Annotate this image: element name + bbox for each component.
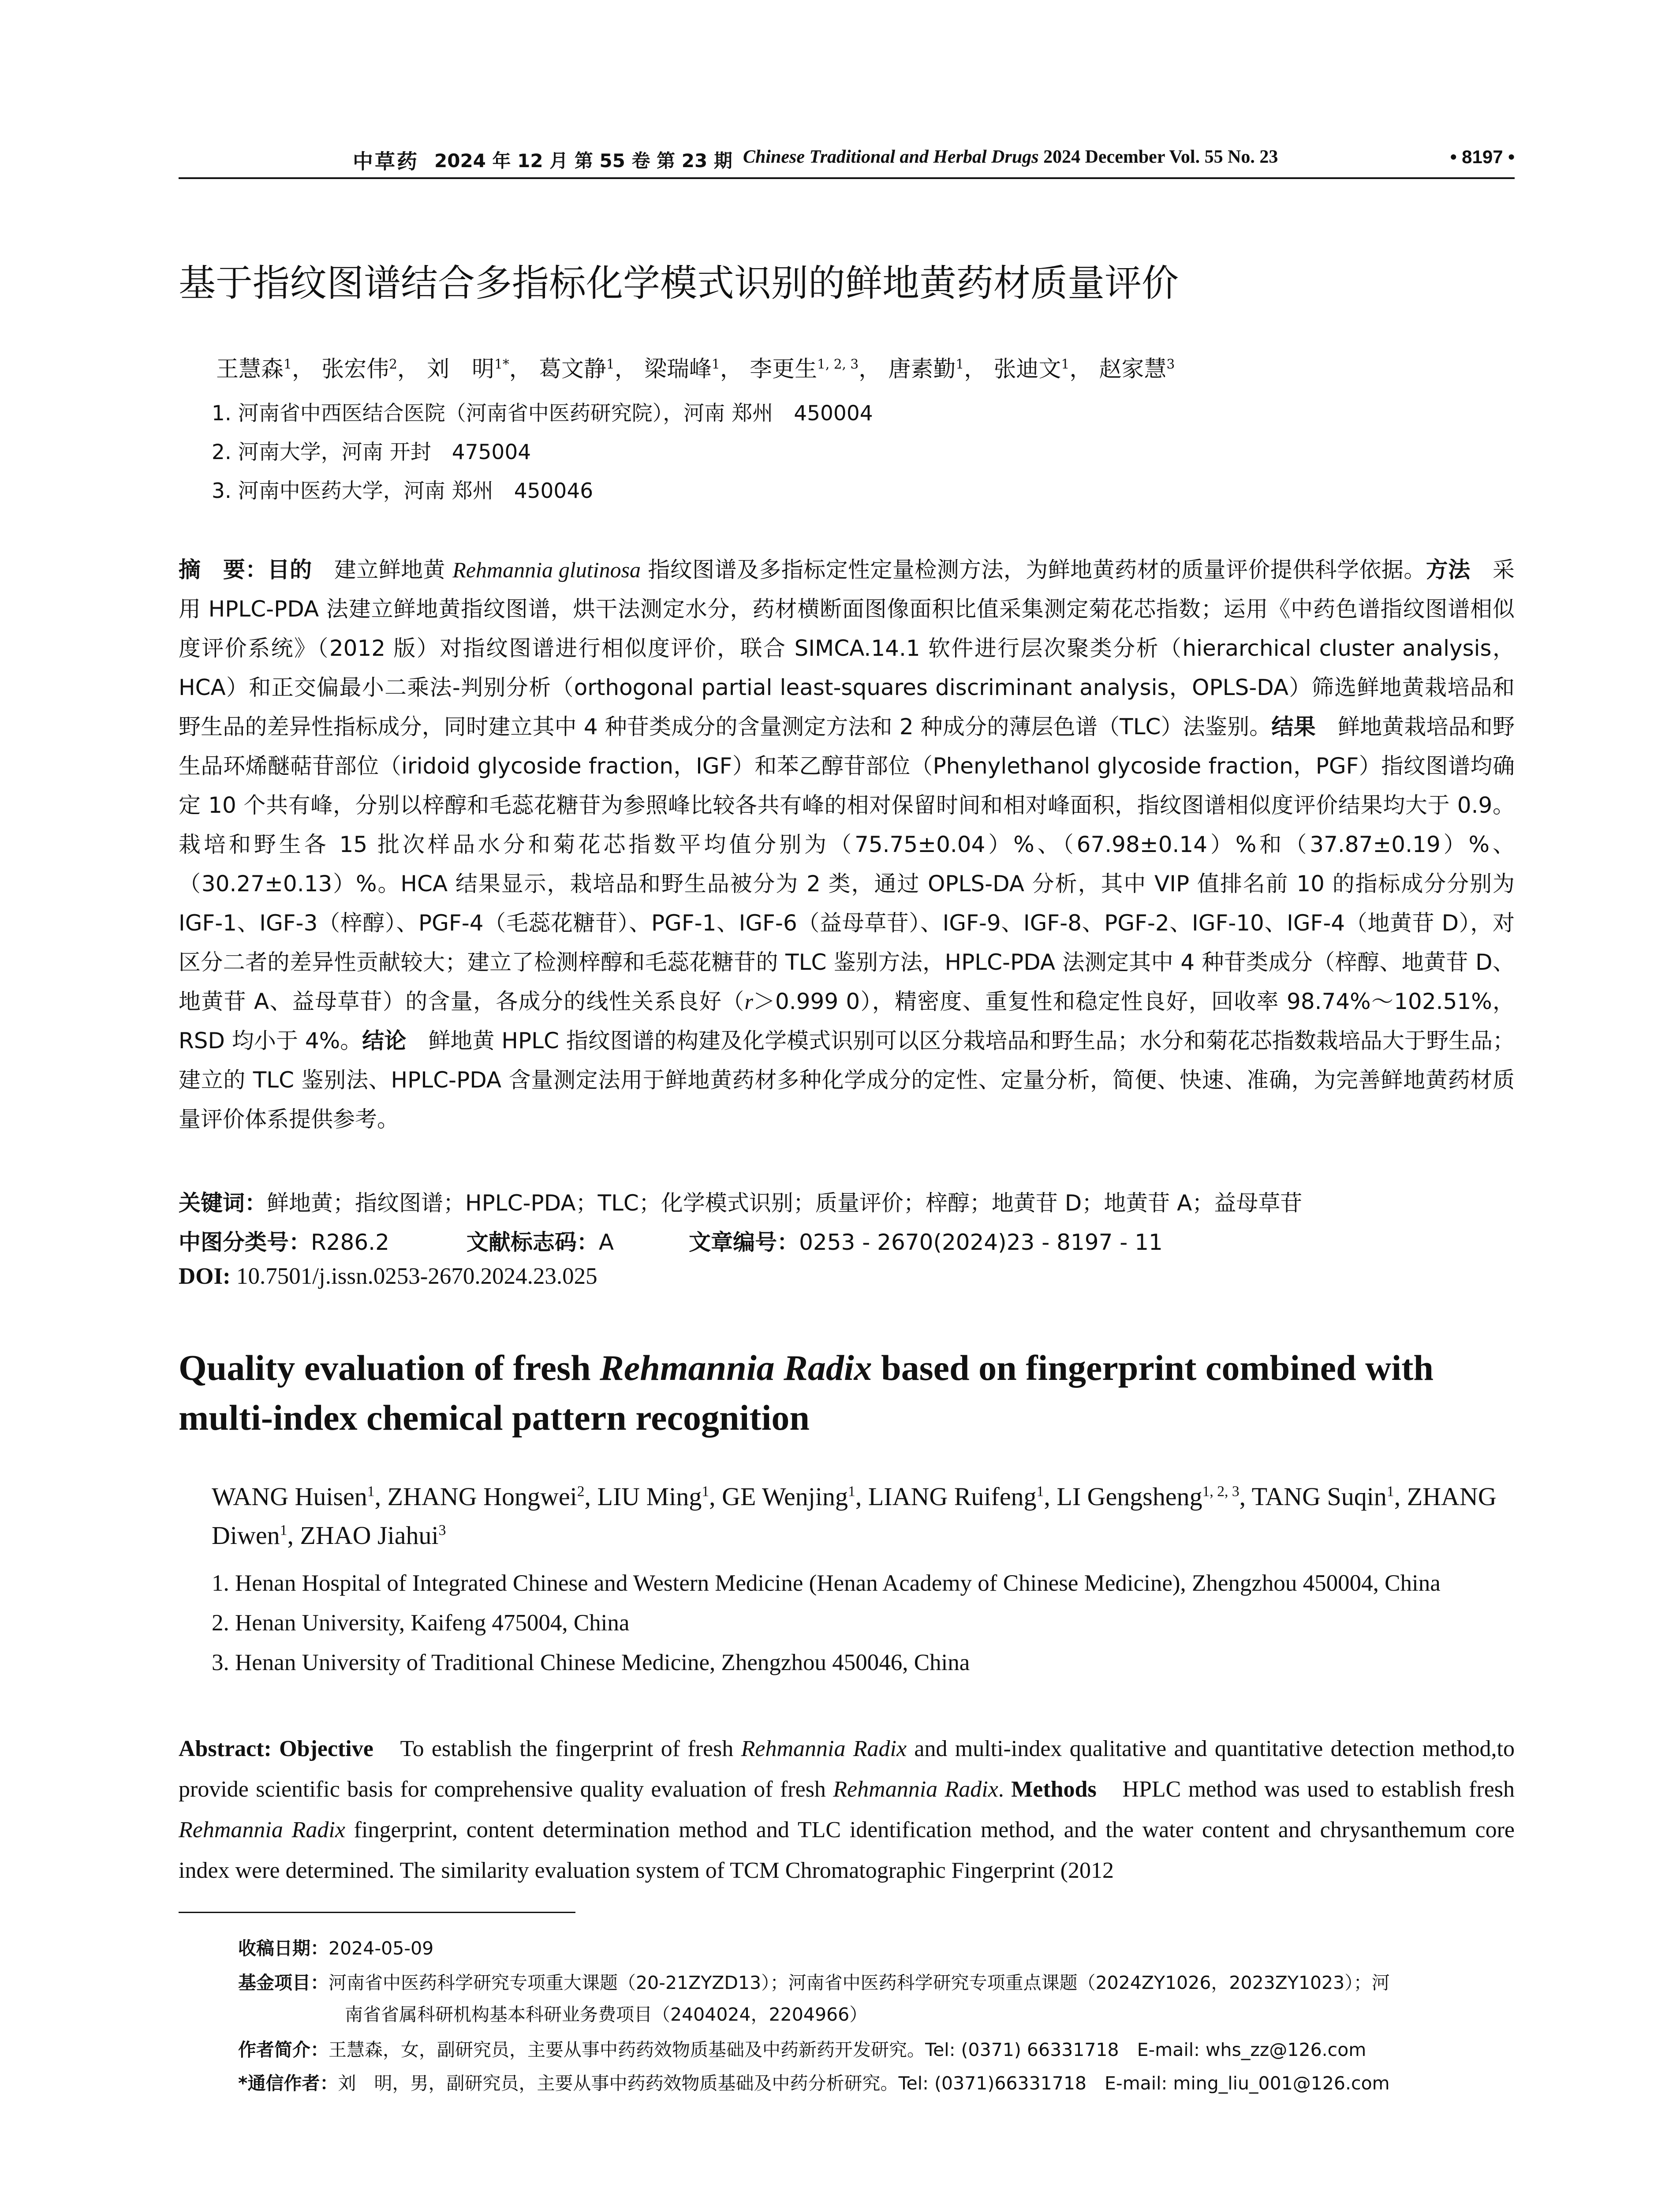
- abstract-en-text: and multi-index qualitative and quantitative detection method,to provide scientific basis for comprehensive quality evaluation of fresh: [179, 1736, 1515, 1802]
- journal-logo: 中草药: [353, 149, 419, 173]
- corresponding-label: *通信作者：: [238, 2073, 338, 2094]
- abstract-en-text: HPLC method was used to establish fresh: [1096, 1777, 1515, 1802]
- page-number: • 8197 •: [1450, 146, 1515, 167]
- affiliation-cn-3: 3. 河南中医药大学，河南 郑州 450046: [212, 479, 594, 503]
- issue-info-en-rest: 2024 December Vol. 55 No. 23: [1038, 147, 1278, 167]
- author-en: LI Gengsheng: [1057, 1482, 1202, 1511]
- article-number-value: 0253 - 2670(2024)23 - 8197 - 11: [799, 1230, 1163, 1255]
- latin-name: Rehmannia Radix: [179, 1817, 345, 1842]
- conclusion-text: 鲜地黄 HPLC 指纹图谱的构建及化学模式识别可以区分栽培品和野生品；水分和菊花芯指数栽培品大于野生品；建立的 TLC 鉴别法、HPLC-PDA 含量测定法用于鲜地黄药材多种化学成分的定性、定量分析，简便、快速、准确，为完善鲜地黄药材质量评价体系提供参考。: [179, 1028, 1515, 1132]
- keywords-label: 关键词：: [179, 1190, 267, 1216]
- issue-info-en: [743, 146, 1278, 168]
- latin-name: Rehmannia glutinosa: [452, 557, 641, 582]
- author-intro-label: 作者简介：: [238, 2039, 329, 2060]
- doc-code-value: A: [598, 1230, 614, 1255]
- issue-info-cn: 2024 年 12 月 第 55 卷 第 23 期: [434, 150, 732, 172]
- received-value: 2024-05-09: [329, 1938, 434, 1959]
- objective-text: 指纹图谱及多指标定性定量检测方法，为鲜地黄药材的质量评价提供科学依据。: [641, 557, 1426, 583]
- author-cn: 张迪文: [993, 356, 1061, 382]
- results-text: ＞0.999 0），精密度、重复性和稳定性良好，回收率 98.74%～102.51%，RSD 均小于 4%。: [179, 989, 1515, 1054]
- fund-value: 河南省中医药科学研究专项重大课题（20-21ZYZD13）；河南省中医药科学研究专项重点课题（2024ZY1026，2023ZY1023）；河: [329, 1972, 1390, 1993]
- clc-value: R286.2: [311, 1230, 389, 1255]
- author-sup: 1*: [494, 357, 509, 372]
- abstract-en-text: fingerprint, content determination method and TLC identification method, and the water content and chrysanthemum core index were determined. The similarity evaluation system of TCM Chromatographic Fingerprint (2012: [179, 1817, 1515, 1883]
- abstract-en: [179, 1729, 1515, 1891]
- author-en: LIANG Ruifeng: [868, 1482, 1037, 1511]
- running-header: [179, 146, 1515, 181]
- author-sup: 1, 2, 3: [817, 357, 859, 372]
- header-rule: [179, 177, 1515, 179]
- author-en: ZHANG Hongwei: [387, 1482, 577, 1511]
- author-cn: 唐素勤: [888, 356, 956, 382]
- author-sup: 1: [1036, 1483, 1044, 1500]
- title-cn: 基于指纹图谱结合多指标化学模式识别的鲜地黄药材质量评价: [179, 262, 1179, 305]
- author-en: GE Wenjing: [722, 1482, 848, 1511]
- author-cn: 梁瑞峰: [644, 356, 712, 382]
- author-sup: 1: [1061, 357, 1070, 372]
- methods-label: 方法: [1426, 557, 1471, 583]
- clc-label: 中图分类号：: [179, 1230, 311, 1255]
- author-cn: 刘 明: [427, 356, 495, 382]
- author-cn: 葛文静: [538, 356, 606, 382]
- author-sup: 1: [1386, 1483, 1394, 1500]
- footnote-received: [238, 1936, 433, 1961]
- author-en: ZHANG Diwen: [212, 1482, 1497, 1550]
- affiliation-en-1: 1. Henan Hospital of Integrated Chinese and Western Medicine (Henan Academy of Chinese Medicine), Zhengzhou 450004, China: [212, 1570, 1441, 1596]
- author-sup: 3: [1166, 357, 1175, 372]
- author-sup: 3: [438, 1522, 446, 1539]
- authors-en: WANG Huisen$^1$, ZHANG Hongwei$^2$, LIU Ming$^1$, GE Wenjing$^1$, LIANG Ruifeng$^1$, LI Gengsheng$^{1, 2, 3}$, TANG Suqin$^1$, ZHANG Diwen$^1$, ZHAO Jiahui$^3$: [212, 1482, 1497, 1550]
- journal-name-en: Chinese Traditional and Herbal Drugs: [743, 147, 1039, 167]
- conclusion-label: 结论: [362, 1028, 407, 1054]
- results-text: 鲜地黄栽培品和野生品环烯醚萜苷部位（iridoid glycoside fraction，IGF）和苯乙醇苷部位（Phenylethanol glycoside fraction，PGF）指纹图谱均确定 10 个共有峰，分别以梓醇和毛蕊花糖苷为参照峰比较各共有峰的相对保留时间和相对峰面积，指纹图谱相似度评价结果均大于 0.9。栽培和野生各 15 批次样品水分和菊花芯指数平均值分别为（75.75±0.04）%、（67.98±0.14）%和（37.87±0.19）%、（30.27±0.13）%。HCA 结果显示，栽培品和野生品被分为 2 类，通过 OPLS-DA 分析，其中 VIP 值排名前 10 的指标成分分别为 IGF-1、IGF-3（梓醇）、PGF-4（毛蕊花糖苷）、PGF-1、IGF-6（益母草苷）、IGF-9、IGF-8、PGF-2、IGF-10、IGF-4（地黄苷 D），对区分二者的差异性贡献较大；建立了检测梓醇和毛蕊花糖苷的 TLC 鉴别方法，HPLC-PDA 法测定其中 4 种苷类成分（梓醇、地黄苷 D、地黄苷 A、益母草苷）的含量，各成分的线性关系良好（: [179, 714, 1515, 1014]
- footnote-corresponding: [238, 2071, 1390, 2096]
- title-en-latin: Rehmannia Radix: [600, 1348, 872, 1388]
- author-en: WANG Huisen: [212, 1482, 367, 1511]
- keywords: [179, 1185, 1302, 1217]
- article-number-label: 文章编号：: [689, 1230, 799, 1255]
- author-sup: 2: [389, 357, 397, 372]
- authors-cn: 王慧森$^1$， 张宏伟$^2$， 刘 明$^{1*}$， 葛文静$^1$， 梁瑞峰$^1$， 李更生$^{1, 2, 3}$， 唐素勤$^1$， 张迪文$^1$， 赵家慧$^3$: [216, 356, 1175, 382]
- affiliation-en-2: 2. Henan University, Kaifeng 475004, China: [212, 1610, 630, 1636]
- author-sup: 1: [284, 357, 292, 372]
- latin-name: Rehmannia Radix: [833, 1777, 998, 1802]
- abstract-cn: [179, 550, 1515, 1139]
- results-label: 结果: [1271, 714, 1316, 740]
- abstract-en-text: To establish the fingerprint of fresh: [373, 1736, 741, 1761]
- title-en-text: Quality evaluation of fresh: [179, 1348, 600, 1388]
- author-sup: 2: [577, 1483, 585, 1500]
- author-en: LIU Ming: [597, 1482, 702, 1511]
- author-sup: 1: [848, 1483, 855, 1500]
- title-en-text: based on fingerprint combined with multi-index chemical pattern recognition: [179, 1348, 1434, 1438]
- methods-en-label: Methods: [1011, 1777, 1097, 1802]
- author-sup: 1: [367, 1483, 375, 1500]
- doc-code-label: 文献标志码：: [466, 1230, 599, 1255]
- objective-text: 建立鲜地黄: [312, 557, 453, 583]
- author-sup: 1: [606, 357, 615, 372]
- received-label: 收稿日期：: [238, 1938, 329, 1959]
- classification: [179, 1225, 1163, 1256]
- results-r: r: [744, 989, 753, 1014]
- latin-name: Rehmannia Radix: [741, 1736, 907, 1761]
- abstract-en-label: Abstract: Objective: [179, 1736, 373, 1761]
- doi: [179, 1263, 597, 1289]
- keywords-text: 鲜地黄；指纹图谱；HPLC-PDA；TLC；化学模式识别；质量评价；梓醇；地黄苷 D；地黄苷 A；益母草苷: [267, 1190, 1303, 1216]
- doi-label: DOI:: [179, 1263, 231, 1289]
- doi-value: 10.7501/j.issn.0253-2670.2024.23.025: [230, 1263, 597, 1289]
- corresponding-value: 刘 明，男，副研究员，主要从事中药药效物质基础及中药分析研究。Tel: (0371)66331718 E-mail: ming_liu_001@126.com: [338, 2073, 1390, 2094]
- author-sup: 1: [280, 1522, 287, 1539]
- author-en: TANG Suqin: [1251, 1482, 1387, 1511]
- footnote-fund-cont: 南省省属科研机构基本科研业务费项目（2404024，2204966）: [345, 2004, 868, 2025]
- title-en: [179, 1343, 1519, 1443]
- fund-label: 基金项目：: [238, 1972, 329, 1993]
- author-cn: 王慧森: [216, 356, 284, 382]
- abstract-label: 摘 要：: [179, 557, 268, 583]
- footnote-fund: [238, 1970, 1390, 1995]
- author-sup: 1, 2, 3: [1202, 1483, 1239, 1500]
- author-sup: 1: [956, 357, 964, 372]
- footnote-author: [238, 2037, 1366, 2062]
- abstract-en-text: .: [998, 1777, 1012, 1802]
- affiliation-en-3: 3. Henan University of Traditional Chinese Medicine, Zhengzhou 450046, China: [212, 1650, 970, 1675]
- methods-text: 采用 HPLC-PDA 法建立鲜地黄指纹图谱，烘干法测定水分，药材横断面图像面积比值采集测定菊花芯指数；运用《中药色谱指纹图谱相似度评价系统》（2012 版）对指纹图谱进行相似度评价，联合 SIMCA.14.1 软件进行层次聚类分析（hierarchical cluster analysis，HCA）和正交偏最小二乘法-判别分析（orthogonal partial least-squares discriminant analysis，OPLS-DA）筛选鲜地黄栽培品和野生品的差异性指标成分，同时建立其中 4 种苷类成分的含量测定方法和 2 种成分的薄层色谱（TLC）法鉴别。: [179, 557, 1515, 740]
- affiliation-cn-1: 1. 河南省中西医结合医院（河南省中医药研究院），河南 郑州 450004: [212, 401, 873, 426]
- author-sup: 1: [712, 357, 720, 372]
- author-cn: 李更生: [750, 356, 818, 382]
- footnote-rule: [179, 1912, 575, 1913]
- author-intro-value: 王慧森，女，副研究员，主要从事中药药效物质基础及中药新药开发研究。Tel: (0371) 66331718 E-mail: whs_zz@126.com: [329, 2039, 1366, 2060]
- author-en: ZHAO Jiahui: [300, 1521, 439, 1550]
- affiliation-cn-2: 2. 河南大学，河南 开封 475004: [212, 440, 531, 464]
- author-cn: 赵家慧: [1099, 356, 1167, 382]
- author-cn: 张宏伟: [321, 356, 389, 382]
- author-sup: 1: [702, 1483, 709, 1500]
- objective-label: 目的: [267, 557, 312, 583]
